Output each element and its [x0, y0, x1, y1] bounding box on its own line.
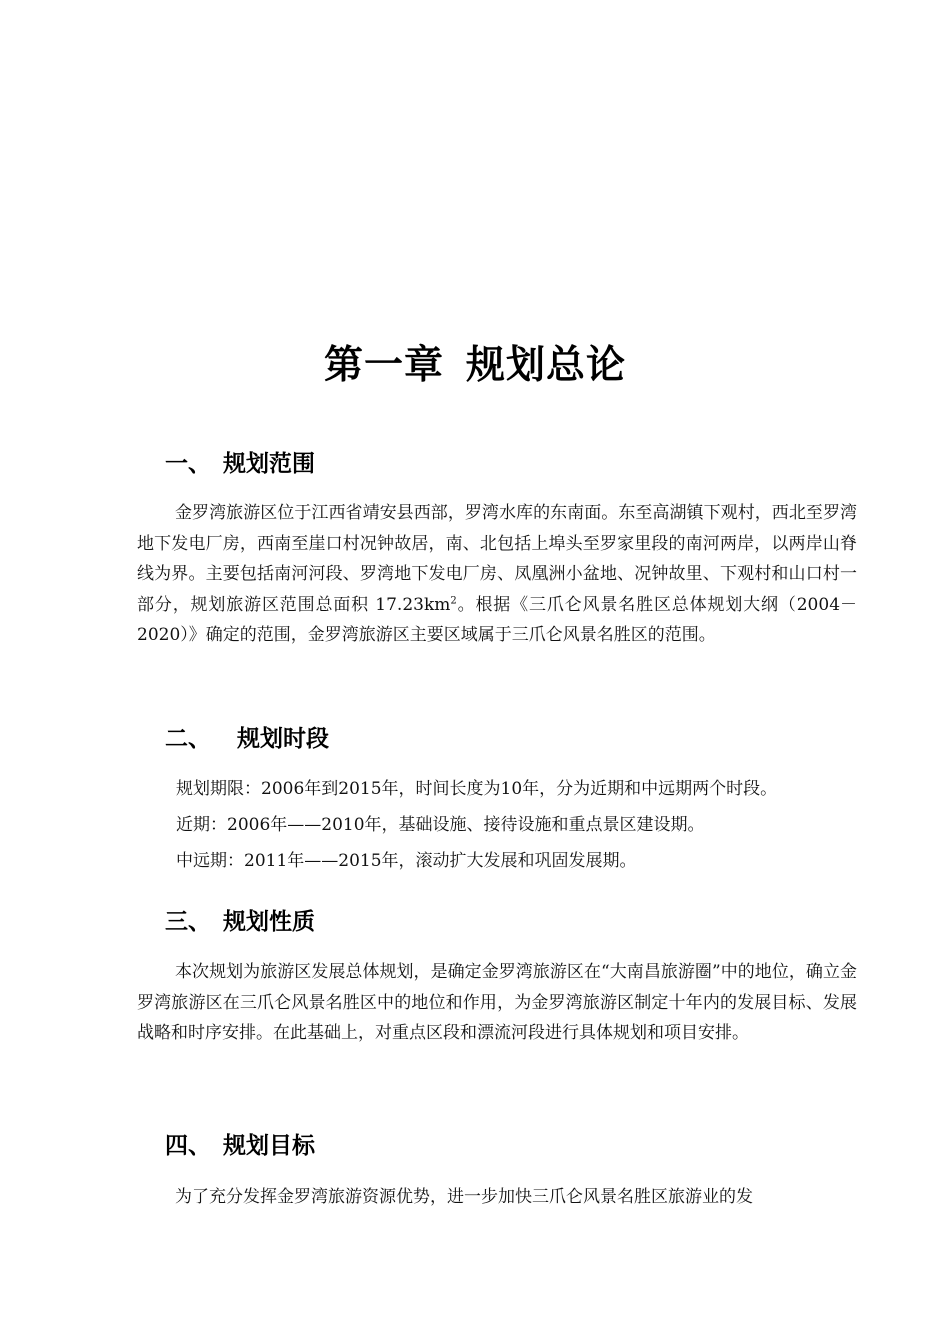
section-paragraph-nature: 本次规划为旅游区发展总体规划，是确定金罗湾旅游区在“大南昌旅游圈”中的地位，确立金罗湾旅游区在三爪仑风景名胜区中的地位和作用，为金罗湾旅游区制定十年内的发展目标、发展战略和时序安排。在此基础上，对重点区段和漂流河段进行具体规划和项目安排。 [137, 962, 857, 1043]
section-number: 一、 [165, 451, 211, 477]
section-heading-goals [165, 1129, 315, 1163]
section-paragraph-goals: 为了充分发挥金罗湾旅游资源优势，进一步加快三爪仑风景名胜区旅游业的发 [175, 1187, 753, 1207]
section-number: 四、 [165, 1133, 211, 1159]
section-paragraph-scope [137, 498, 857, 651]
section-title: 规划性质 [223, 909, 315, 935]
period-line: 中远期：2011年——2015年，滚动扩大发展和巩固发展期。 [176, 851, 637, 871]
scope-text: 金罗湾旅游区位于江西省靖安县西部，罗湾水库的东南面。东至高湖镇下观村，西北至罗湾地下发电厂房，西南至崖口村况钟故居，南、北包括上埠头至罗家里段的南河两岸，以两岸山脊线为界。主要包括南河河段、罗湾地下发电厂房、凤凰洲小盆地、况钟故里、下观村和山口村一部分，规划旅游区范围总面积 17.23km [137, 503, 857, 615]
section-title: 规划范围 [223, 451, 315, 477]
section-heading-period [165, 722, 329, 756]
section-number: 二、 [165, 726, 211, 752]
section-number: 三、 [165, 909, 211, 935]
section-heading-nature [165, 905, 315, 939]
scope-text-continued: 。根据《三爪仑风景名胜区总体规划大纲（2004－2020）》确定的范围，金罗湾旅游区主要区域属于三爪仑风景名胜区的范围。 [137, 594, 858, 645]
section-heading-scope [165, 447, 315, 481]
section-title: 规划时段 [237, 726, 329, 752]
chapter-name: 规划总论 [466, 343, 627, 388]
period-line: 近期：2006年——2010年，基础设施、接待设施和重点景区建设期。 [176, 815, 705, 835]
section-title: 规划目标 [223, 1133, 315, 1159]
chapter-number: 第一章 [323, 343, 444, 388]
chapter-title [0, 338, 950, 394]
superscript-2: 2 [450, 594, 457, 606]
period-line: 规划期限：2006年到2015年，时间长度为10年，分为近期和中远期两个时段。 [176, 779, 778, 799]
